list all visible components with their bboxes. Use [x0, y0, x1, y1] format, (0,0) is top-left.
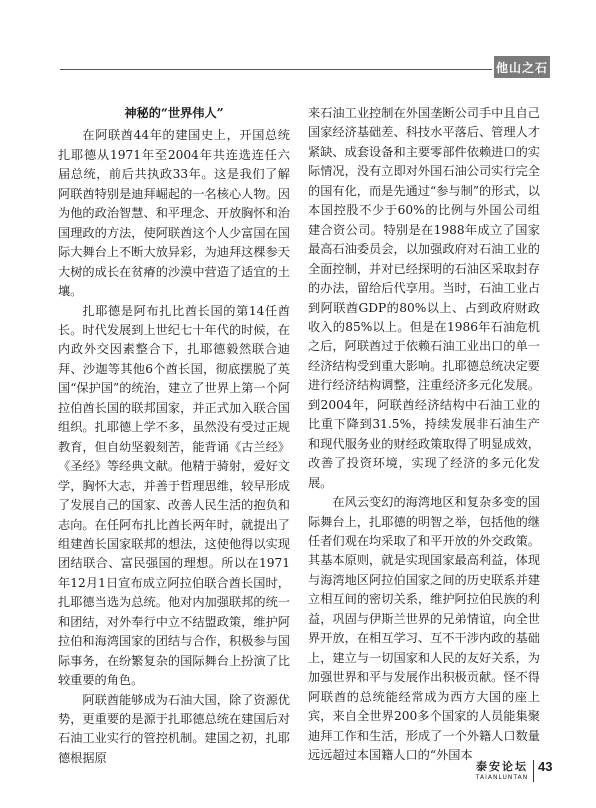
magazine-logo	[470, 760, 534, 782]
magazine-pinyin: TAIANLUNTAN	[475, 774, 529, 781]
article-title: 神秘的“世界伟人”	[124, 106, 224, 120]
header-rule	[60, 69, 492, 70]
article-column-left	[58, 104, 290, 768]
footer-divider	[533, 760, 534, 782]
paragraph: 在阿联酋44年的建国史上，开国总统扎耶德从1971年至2004年共连选连任六届总统，前后共执政33年。这是我们了解阿联酋特别是迪拜崛起的一名核心人物。因为他的政治智慧、和平理念、开放胸怀和治国理政的方法，使阿联酋这个人少富国在国际大舞台上不断大放异彩，为迪拜这棵参天大树的成长在贫瘠的沙漠中营造了适宜的土壤。	[58, 128, 290, 299]
page-number: 43	[538, 759, 553, 774]
magazine-name: 泰安论坛	[476, 760, 528, 773]
article-column-right	[308, 104, 540, 765]
paragraph: 来石油工业控制在外国垄断公司手中且自己国家经济基础差、科技水平落后、管理人才紧缺、成套设备和主要零部件依赖进口的实际情况，没有立即对外国石油公司实行完全的国有化，而是先通过“参与制”的形式，以本国控股不少于60%的比例与外国公司组建合资公司。特别是在1988年成立了国家最高石油委员会，以加强政府对石油工业的全面控制，并对已经探明的石油区采取封存的办法，留给后代享用。当时，石油工业占到阿联酋GDP的80%以上、占到政府财政收入的85%以上。但是在1986年石油危机之后，阿联酋过于依赖石油工业出口的单一经济结构受到重大影响。扎耶德总统决定要进行经济结构调整，注重经济多元化发展。到2004年，阿联酋经济结构中石油工业的比重下降到31.5%，持续发展非石油生产和现代服务业的财经政策取得了明显成效，改善了投资环境，实现了经济的多元化发展。	[308, 106, 540, 490]
paragraph: 在风云变幻的海湾地区和复杂多变的国际舞台上，扎耶德的明智之举，包括他的继任者们观在均采取了和平开放的外交政策。其基本原则，就是实现国家最高利益，体现与海湾地区阿拉伯国家之间的历史联系并建立相互间的密切关系，维护阿拉伯民族的利益，巩固与伊斯兰世界的兄弟情谊，向全世界开放，在相互学习、互不干涉内政的基础上，建立与一切国家和人民的友好关系，为加强世界和平与发展作出积极贡献。怪不得阿联酋的总统能经常成为西方大国的座上宾，来自全世界200多个国家的人员能集聚迪拜工作和生活，形成了一个外籍人口数量远远超过本国籍人口的“外国本	[308, 495, 540, 762]
section-tag: 他山之石	[494, 56, 550, 78]
paragraph: 扎耶德是阿布扎比酋长国的第14任酋长。时代发展到上世纪七十年代的时候，在内政外交因素整合下，扎耶德毅然联合迪拜、沙迦等其他6个酋长国，彻底摆脱了英国“保护国”的统治，建立了世界上第一个阿拉伯酋长国的联邦国家，并正式加入联合国组织。扎耶德上学不多，虽然没有受过正规教育，但自幼坚毅刻苦，能背诵《古兰经》《圣经》等经典文献。他精于骑射，爱好文学，胸怀大志，并善于哲理思维，较早形成了发展自己的国家、改善人民生活的抱负和志向。在任阿布扎比酋长两年时，就提出了组建酋长国家联邦的想法，这使他得以实现团结联合、富民强国的理想。所以在1971年12月1日宣布成立阿拉伯联合酋长国时，扎耶德当选为总统。他对内加强联邦的统一和团结，对外奉行中立不结盟政策，维护阿拉伯和海湾国家的团结与合作，积极参与国际事务，在纷繁复杂的国际舞台上扮演了比较重要的角色。	[58, 303, 290, 688]
paragraph: 阿联酋能够成为石油大国，除了资源优势，更重要的是源于扎耶德总统在建国后对石油工业实行的管控机制。建国之初，扎耶德根据原	[58, 692, 290, 765]
